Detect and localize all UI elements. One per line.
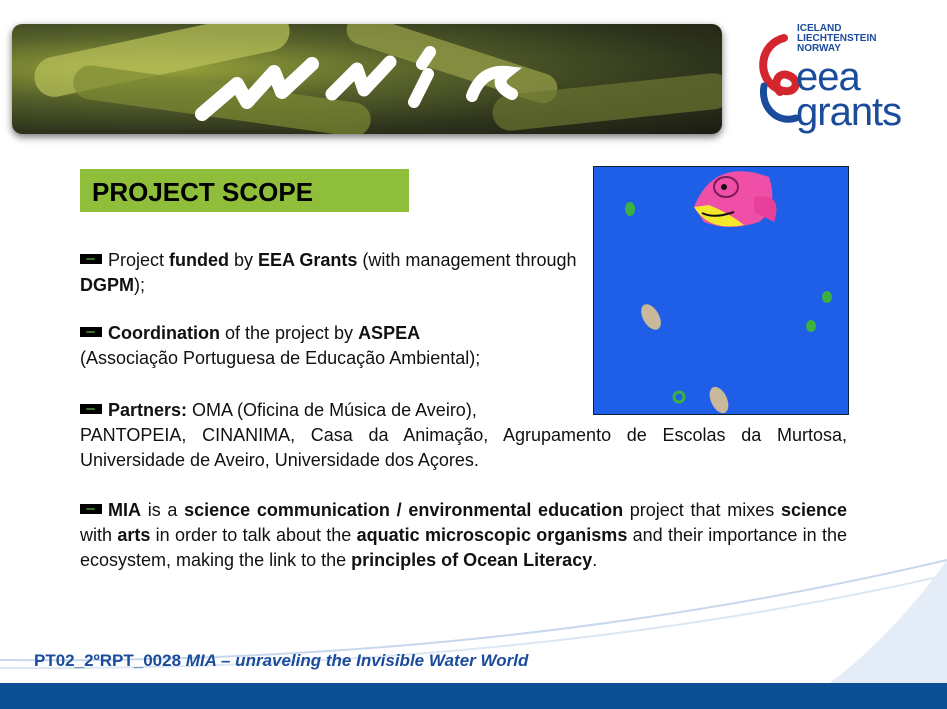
header-banner-image (12, 24, 722, 134)
footer-project-code: PT02_2ºRPT_0028 (34, 651, 186, 670)
paragraph-coordination: Coordination of the project by ASPEA (Associação Portuguesa de Educação Ambiental); (80, 323, 481, 368)
bullet-icon (80, 254, 102, 264)
logo-country-iceland: ICELAND (797, 23, 842, 34)
logo-countries (797, 24, 876, 54)
eea-grants-logo (754, 24, 924, 139)
bullet-icon (80, 504, 102, 514)
ocean-illustration (593, 166, 849, 415)
footer-bar (0, 683, 947, 709)
bullet-icon (80, 404, 102, 414)
project-scope-heading: PROJECT SCOPE (92, 177, 314, 207)
copepod-shape (637, 301, 665, 333)
plankton-dot (806, 320, 816, 332)
logo-eea-text: eea (796, 55, 860, 99)
logo-country-liechtenstein: LIECHTENSTEIN (797, 33, 877, 44)
plankton-dot (625, 202, 635, 216)
bullet-icon (80, 327, 102, 337)
logo-grants-text: grants (796, 90, 902, 134)
fish-and-plankton-drawing (594, 167, 848, 414)
paragraph-mia-description: MIA is a science communication / environmental education project that mixes science with arts in order to talk about the aquatic microscopic organisms and their importance in the ecosystem, making the link to the principles of Ocean Literacy. (80, 500, 848, 570)
mia-logo-mark (12, 24, 722, 134)
footer-project-title (34, 651, 528, 671)
paragraph-partners: Partners: OMA (Oficina de Música de Aveiro), PANTOPEIA, CINANIMA, Casa da Animação, Agrupamento de Escolas da Murtosa, Universidade de Aveiro, Universidade dos Açores. (80, 400, 847, 470)
paragraph-funding: Project funded by EEA Grants (with management through DGPM); (80, 250, 577, 295)
plankton-dot (822, 291, 832, 303)
project-scope-heading-box (80, 169, 409, 212)
logo-country-norway: NORWAY (797, 43, 841, 54)
footer-project-name: MIA – unraveling the Invisible Water World (185, 651, 529, 670)
